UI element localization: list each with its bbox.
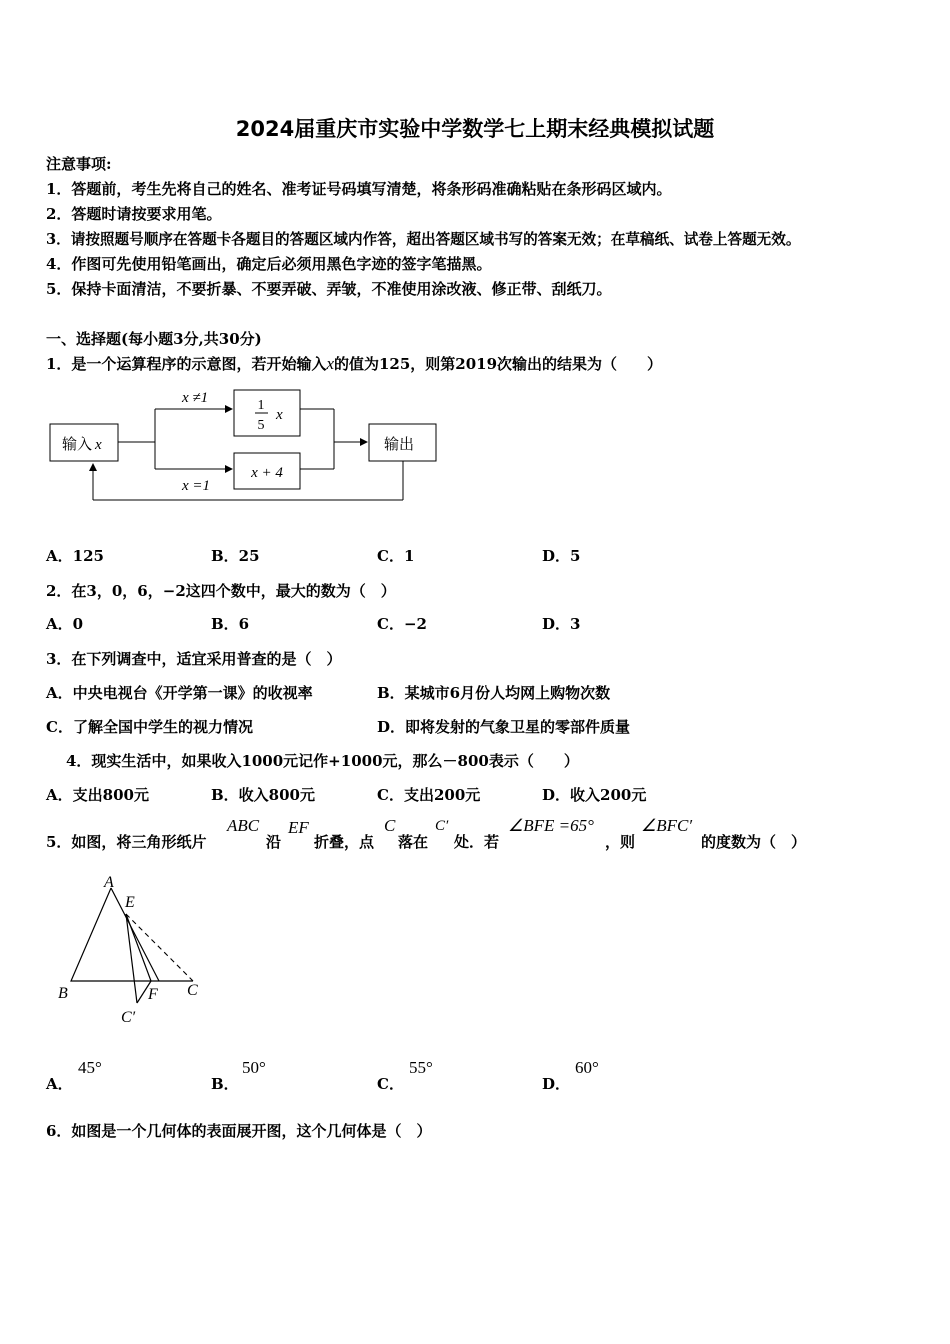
q5-option-c-letter[interactable]: C．: [377, 1075, 404, 1093]
q3-option-d[interactable]: D．即将发射的气象卫星的零部件质量: [377, 718, 631, 736]
q2-option-a[interactable]: A．0: [46, 615, 84, 633]
q5-math-angle-bfe: ∠BFE =65°: [508, 816, 594, 835]
q5-stem-6: ，则: [605, 833, 636, 851]
q2-stem: 2．在3，0，6，−2这四个数中，最大的数为（ ）: [46, 582, 396, 600]
q5-stem-4: 落在: [398, 833, 429, 851]
label-a: A: [104, 874, 114, 891]
output-label: 输出: [384, 437, 415, 453]
q5-option-a-letter[interactable]: A．: [46, 1075, 73, 1093]
svg-text:5: 5: [257, 418, 265, 433]
q5-stem-3: 折叠，点: [314, 833, 375, 851]
q1-flowchart: [40, 380, 450, 510]
q1-stem: 1．是一个运算程序的示意图，若开始输入x的值为125，则第2019次输出的结果为（ ）: [46, 354, 663, 373]
q5-stem-7: 的度数为（ ）: [701, 833, 807, 851]
q5-math-cprime: C′: [435, 818, 449, 834]
q4-option-d[interactable]: D．收入200元: [542, 786, 647, 804]
notice-item-4: 4．作图可先使用铅笔画出，确定后必须用黑色字迹的签字笔描黑。: [46, 255, 492, 273]
label-e: E: [125, 894, 135, 911]
label-c: C: [187, 982, 198, 999]
cond-top: x ≠1: [182, 390, 209, 406]
q5-math-abc: ABC: [227, 816, 260, 835]
q2-option-c[interactable]: C．−2: [377, 615, 427, 633]
svg-text:x: x: [276, 407, 283, 423]
q5-stem-1: 5．如图，将三角形纸片: [46, 833, 207, 851]
label-b: B: [58, 985, 68, 1002]
label-cprime: C′: [121, 1009, 136, 1026]
q4-option-a[interactable]: A．支出800元: [46, 786, 149, 804]
q3-option-a[interactable]: A．中央电视台《开学第一课》的收视率: [46, 684, 313, 702]
q5-triangle-figure: [52, 872, 212, 1032]
q1-option-b[interactable]: B．25: [211, 547, 260, 565]
q6-stem: 6．如图是一个几何体的表面展开图，这个几何体是（ ）: [46, 1122, 432, 1140]
q5-math-angle-bfc: ∠BFC′: [641, 816, 693, 835]
page-title: 2024届重庆市实验中学数学七上期末经典模拟试题: [235, 117, 715, 141]
svg-text:1: 1: [257, 398, 265, 413]
q5-option-d-value[interactable]: 60°: [575, 1058, 599, 1077]
q1-option-c[interactable]: C．1: [377, 547, 415, 565]
q1-option-d[interactable]: D．5: [542, 547, 581, 565]
cond-bottom: x =1: [182, 478, 211, 494]
q5-stem-2: 沿: [266, 833, 282, 851]
q5-stem-5: 处．若: [454, 833, 500, 851]
q4-option-b[interactable]: B．收入800元: [211, 786, 315, 804]
q5-option-d-letter[interactable]: D．: [542, 1075, 571, 1093]
notice-item-5: 5．保持卡面清洁，不要折暴、不要弄破、弄皱，不准使用涂改液、修正带、刮纸刀。: [46, 280, 612, 298]
notice-heading: 注意事项:: [46, 155, 112, 173]
q5-option-b-value[interactable]: 50°: [242, 1058, 266, 1077]
q4-option-c[interactable]: C．支出200元: [377, 786, 481, 804]
q3-option-b[interactable]: B．某城市6月份人均网上购物次数: [377, 684, 611, 702]
q5-math-ef: EF: [288, 818, 309, 837]
notice-item-1: 1．答题前，考生先将自己的姓名、准考证号码填写清楚，将条形码准确粘贴在条形码区域内。: [46, 180, 672, 198]
q3-option-c[interactable]: C．了解全国中学生的视力情况: [46, 718, 253, 736]
notice-item-2: 2．答题时请按要求用笔。: [46, 205, 222, 223]
q5-math-c: C: [384, 816, 396, 835]
q3-stem: 3．在下列调查中，适宜采用普查的是（ ）: [46, 650, 342, 668]
section-heading: 一、选择题(每小题3分,共30分): [46, 330, 262, 348]
input-label: 输入 x: [62, 437, 102, 453]
q5-option-c-value[interactable]: 55°: [409, 1058, 433, 1077]
q1-option-a[interactable]: A．125: [46, 547, 104, 565]
svg-text:x + 4: x + 4: [251, 465, 283, 481]
q4-stem: 4．现实生活中，如果收入1000元记作+1000元，那么－800表示（ ）: [66, 752, 579, 770]
q2-option-d[interactable]: D．3: [542, 615, 581, 633]
label-f: F: [148, 986, 158, 1003]
notice-item-3: 3．请按照题号顺序在答题卡各题目的答题区域内作答，超出答题区域书写的答案无效；在草稿纸、试卷上答题无效。: [46, 231, 801, 248]
q5-option-b-letter[interactable]: B．: [211, 1075, 239, 1093]
q5-option-a-value[interactable]: 45°: [78, 1058, 102, 1077]
q2-option-b[interactable]: B．6: [211, 615, 250, 633]
